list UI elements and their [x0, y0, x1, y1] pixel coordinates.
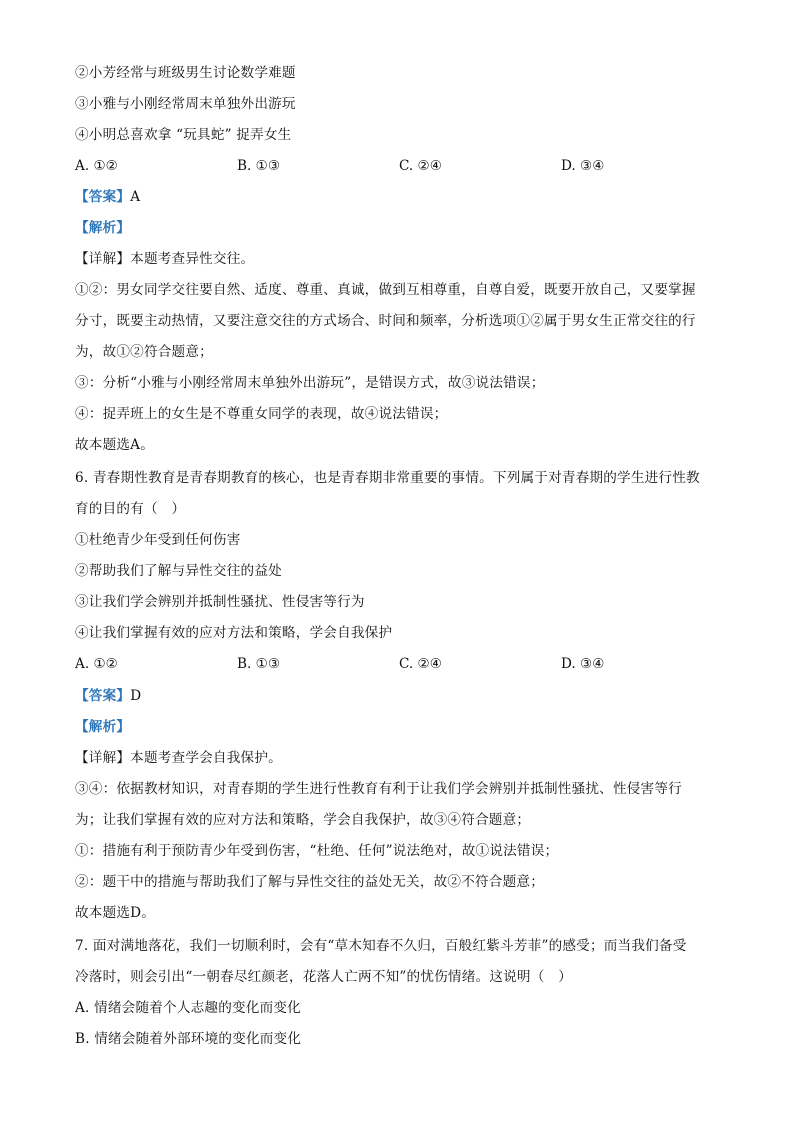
analysis-tag: 【解析】	[75, 719, 131, 735]
q6-detail-line: ②：题干中的措施与帮助我们了解与异性交往的益处无关，故②不符合题意；	[75, 874, 544, 890]
q6-detail-line: 为；让我们掌握有效的应对方法和策略，学会自我保护，故③④符合题意；	[75, 812, 531, 828]
q7-option-b: B. 情绪会随着外部环境的变化而变化	[75, 1031, 302, 1047]
q6-option-d: D. ③④	[561, 656, 605, 672]
q5-detail-line: ④：捉弄班上的女生是不尊重女同学的表现，故④说法错误；	[75, 406, 448, 422]
q7-option-a: A. 情绪会随着个人志趣的变化而变化	[75, 1000, 301, 1016]
q7-stem-line: 冷落时，则会引出“一朝春尽红颜老，花落人亡两不知”的忧伤情绪。这说明（ ）	[75, 969, 573, 985]
q6-answer	[75, 687, 724, 705]
q5-option-d: D. ③④	[561, 158, 605, 174]
answer-tag: 【答案】	[75, 688, 131, 704]
q5-detail-line: ①②：男女同学交往要自然、适度、尊重、真诚，做到互相尊重，自尊自爱，既要开放自己，又要掌握	[75, 282, 696, 298]
q6-detail-line: 【详解】本题考查学会自我保护。	[75, 750, 282, 766]
q6-item-3: ③让我们学会辨别并抵制性骚扰、性侵害等行为	[75, 594, 365, 610]
q7-stem-line: 7. 面对满地落花，我们一切顺利时，会有“草木知春不久归，百般红紫斗芳菲”的感受；而当我们备受	[75, 938, 687, 954]
answer-value: D	[130, 688, 142, 704]
q6-analysis-heading	[75, 718, 724, 736]
q6-stem-line: 育的目的有（ ）	[75, 501, 186, 517]
q6-option-b: B. ①③	[237, 656, 281, 672]
q6-stem-line: 6. 青春期性教育是青春期教育的核心，也是青春期非常重要的事情。下列属于对青春期的学生进行性教	[75, 470, 700, 486]
q6-detail-line: ①：措施有利于预防青少年受到伤害，“杜绝、任何”说法绝对，故①说法错误；	[75, 843, 559, 859]
q6-item-1: ①杜绝青少年受到任何伤害	[75, 532, 241, 548]
q5-option-c: C. ②④	[399, 158, 442, 174]
q5-item-3: ③小雅与小刚经常周末单独外出游玩	[75, 96, 296, 112]
q6-option-c: C. ②④	[399, 656, 442, 672]
q5-option-a: A. ①②	[75, 158, 118, 174]
q5-item-4: ④小明总喜欢拿 “玩具蛇” 捉弄女生	[75, 127, 292, 143]
analysis-tag: 【解析】	[75, 220, 131, 236]
q6-detail-line: ③④：依据教材知识，对青春期的学生进行性教育有利于让我们学会辨别并抵制性骚扰、性侵害等行	[75, 781, 682, 797]
q5-detail-line: 为，故①②符合题意；	[75, 344, 213, 360]
q6-item-2: ②帮助我们了解与异性交往的益处	[75, 563, 282, 579]
q5-detail-line: 【详解】本题考查异性交往。	[75, 251, 255, 267]
q5-item-2: ②小芳经常与班级男生讨论数学难题	[75, 65, 296, 81]
q6-detail-line: 故本题选D。	[75, 905, 156, 921]
q5-analysis-heading	[75, 219, 724, 237]
answer-tag: 【答案】	[75, 189, 131, 205]
q5-detail-line: 故本题选A。	[75, 437, 154, 453]
q6-item-4: ④让我们掌握有效的应对方法和策略，学会自我保护	[75, 625, 393, 641]
q5-detail-line: 分寸，既要主动热情，又要注意交往的方式场合、时间和频率，分析选项①②属于男女生正常交往的行	[75, 313, 696, 329]
q5-option-b: B. ①③	[237, 158, 281, 174]
q5-detail-line: ③：分析“小雅与小刚经常周末单独外出游玩”，是错误方式，故③说法错误；	[75, 375, 545, 391]
answer-value: A	[130, 189, 141, 205]
q5-answer	[75, 188, 724, 206]
q6-option-a: A. ①②	[75, 656, 118, 672]
